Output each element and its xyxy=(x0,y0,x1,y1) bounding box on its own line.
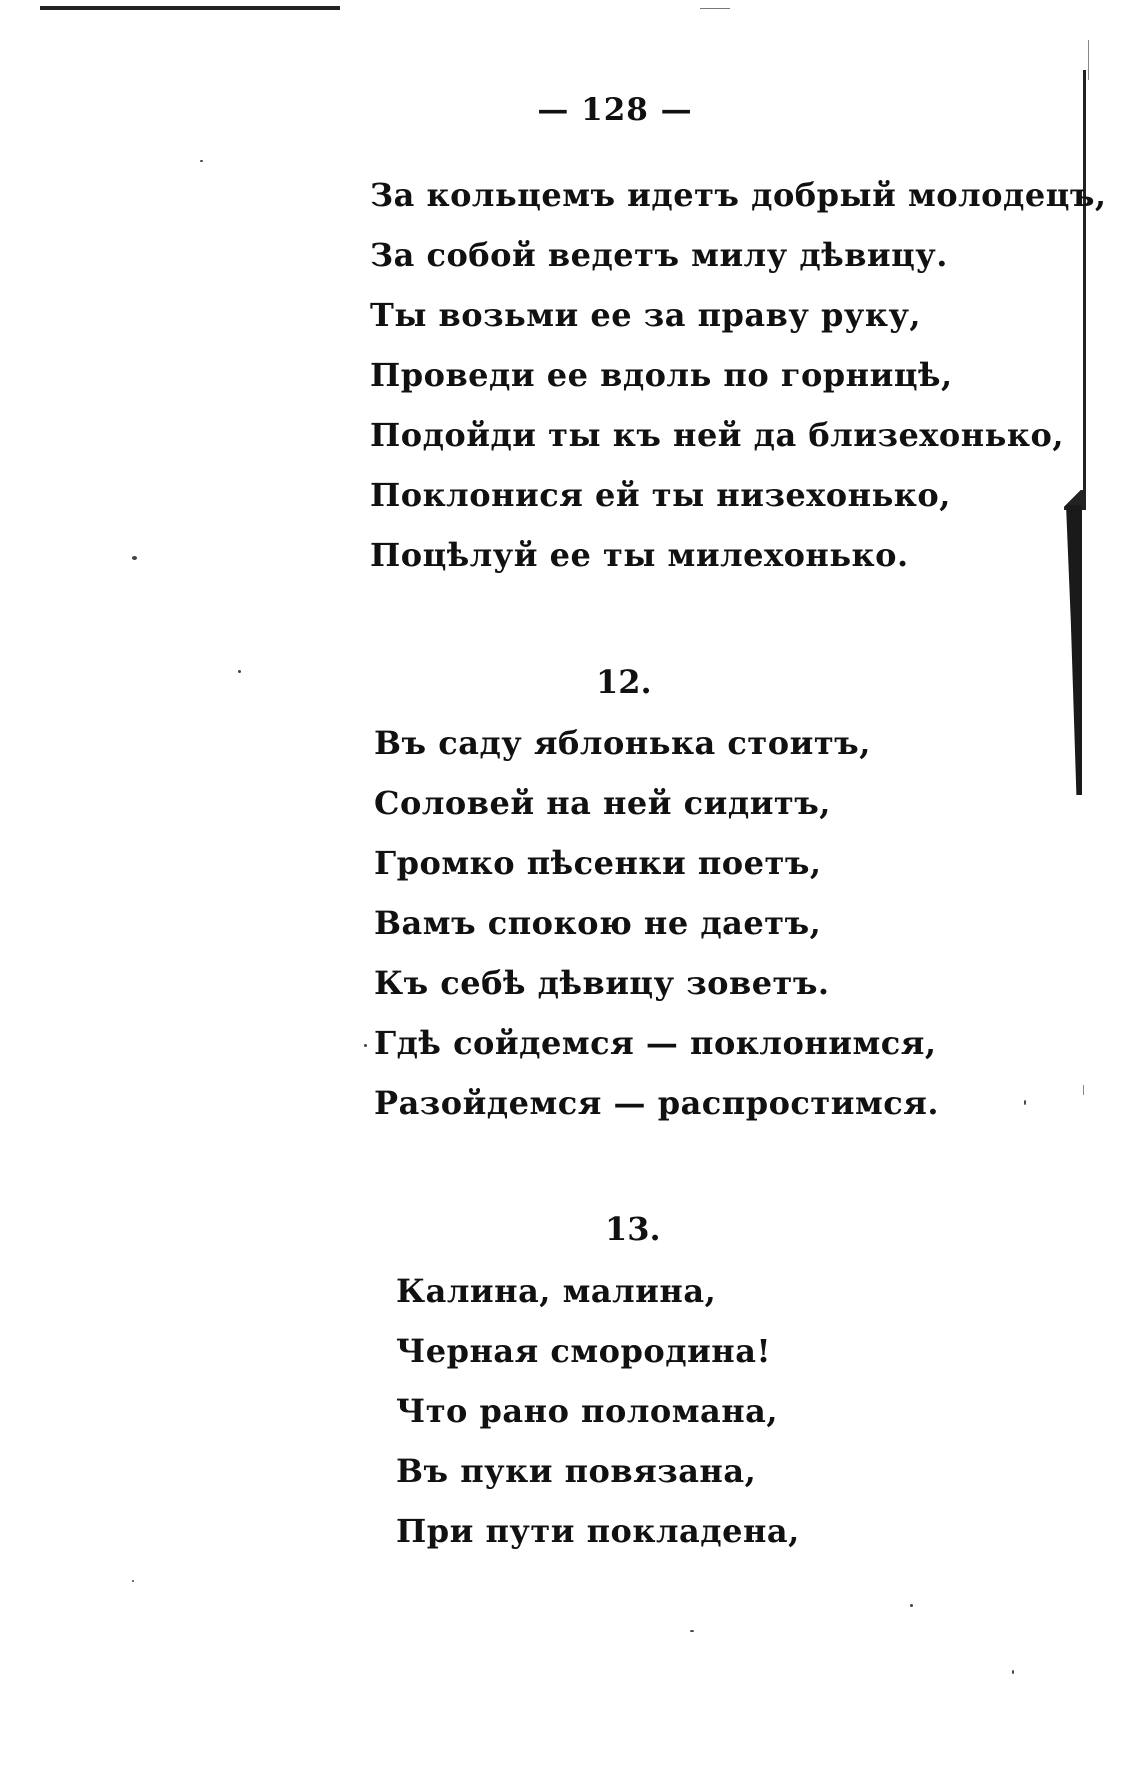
scan-speck xyxy=(910,1604,913,1607)
scan-speck xyxy=(1012,1670,1014,1674)
binding-edge-shadow xyxy=(1066,505,1082,795)
poem-line: Ты возьми ее за праву руку, xyxy=(370,296,922,334)
scan-speck xyxy=(690,1630,694,1632)
scan-speck xyxy=(364,1044,367,1047)
scan-speck xyxy=(1024,1100,1026,1105)
poem-line: За кольцемъ идетъ добрый молодецъ, xyxy=(370,176,1107,214)
poem-line: Громко пѣсенки поетъ, xyxy=(374,844,822,882)
song-number: 13. xyxy=(605,1210,661,1248)
poem-line: Калина, малина, xyxy=(396,1272,717,1310)
poem-line: При пути покладена, xyxy=(396,1512,800,1550)
binding-edge-mark xyxy=(1083,1085,1084,1095)
poem-line: Черная смородина! xyxy=(396,1332,771,1370)
poem-line: Подойди ты къ ней да близехонько, xyxy=(370,416,1064,454)
poem-line: Соловей на ней сидитъ, xyxy=(374,784,831,822)
poem-line: За собой ведетъ милу дѣвицу. xyxy=(370,236,948,274)
poem-line: Проведи ее вдоль по горницѣ, xyxy=(370,356,953,394)
scan-speck xyxy=(200,160,203,162)
poem-line: Въ саду яблонька стоитъ, xyxy=(374,724,871,762)
binding-edge-line xyxy=(1083,70,1086,490)
scan-top-mark xyxy=(700,8,730,9)
poem-line: Поцѣлуй ее ты милехонько. xyxy=(370,536,909,574)
song-number: 12. xyxy=(596,663,652,701)
poem-line: Что рано поломана, xyxy=(396,1392,779,1430)
scan-top-rule xyxy=(40,6,340,10)
page-number: — 128 — xyxy=(537,92,693,128)
poem-line: Поклонися ей ты низехонько, xyxy=(370,476,951,514)
poem-line: Вамъ спокою не даетъ, xyxy=(374,904,822,942)
binding-edge-mark xyxy=(1088,40,1089,80)
poem-line: Къ себѣ дѣвицу зоветъ. xyxy=(374,964,830,1002)
poem-line: Разойдемся — распростимся. xyxy=(374,1084,940,1122)
scan-speck xyxy=(132,556,137,560)
scan-speck xyxy=(132,1580,134,1582)
poem-line: Гдѣ сойдемся — поклонимся, xyxy=(374,1024,937,1062)
scan-speck xyxy=(238,670,241,673)
poem-line: Въ пуки повязана, xyxy=(396,1452,757,1490)
